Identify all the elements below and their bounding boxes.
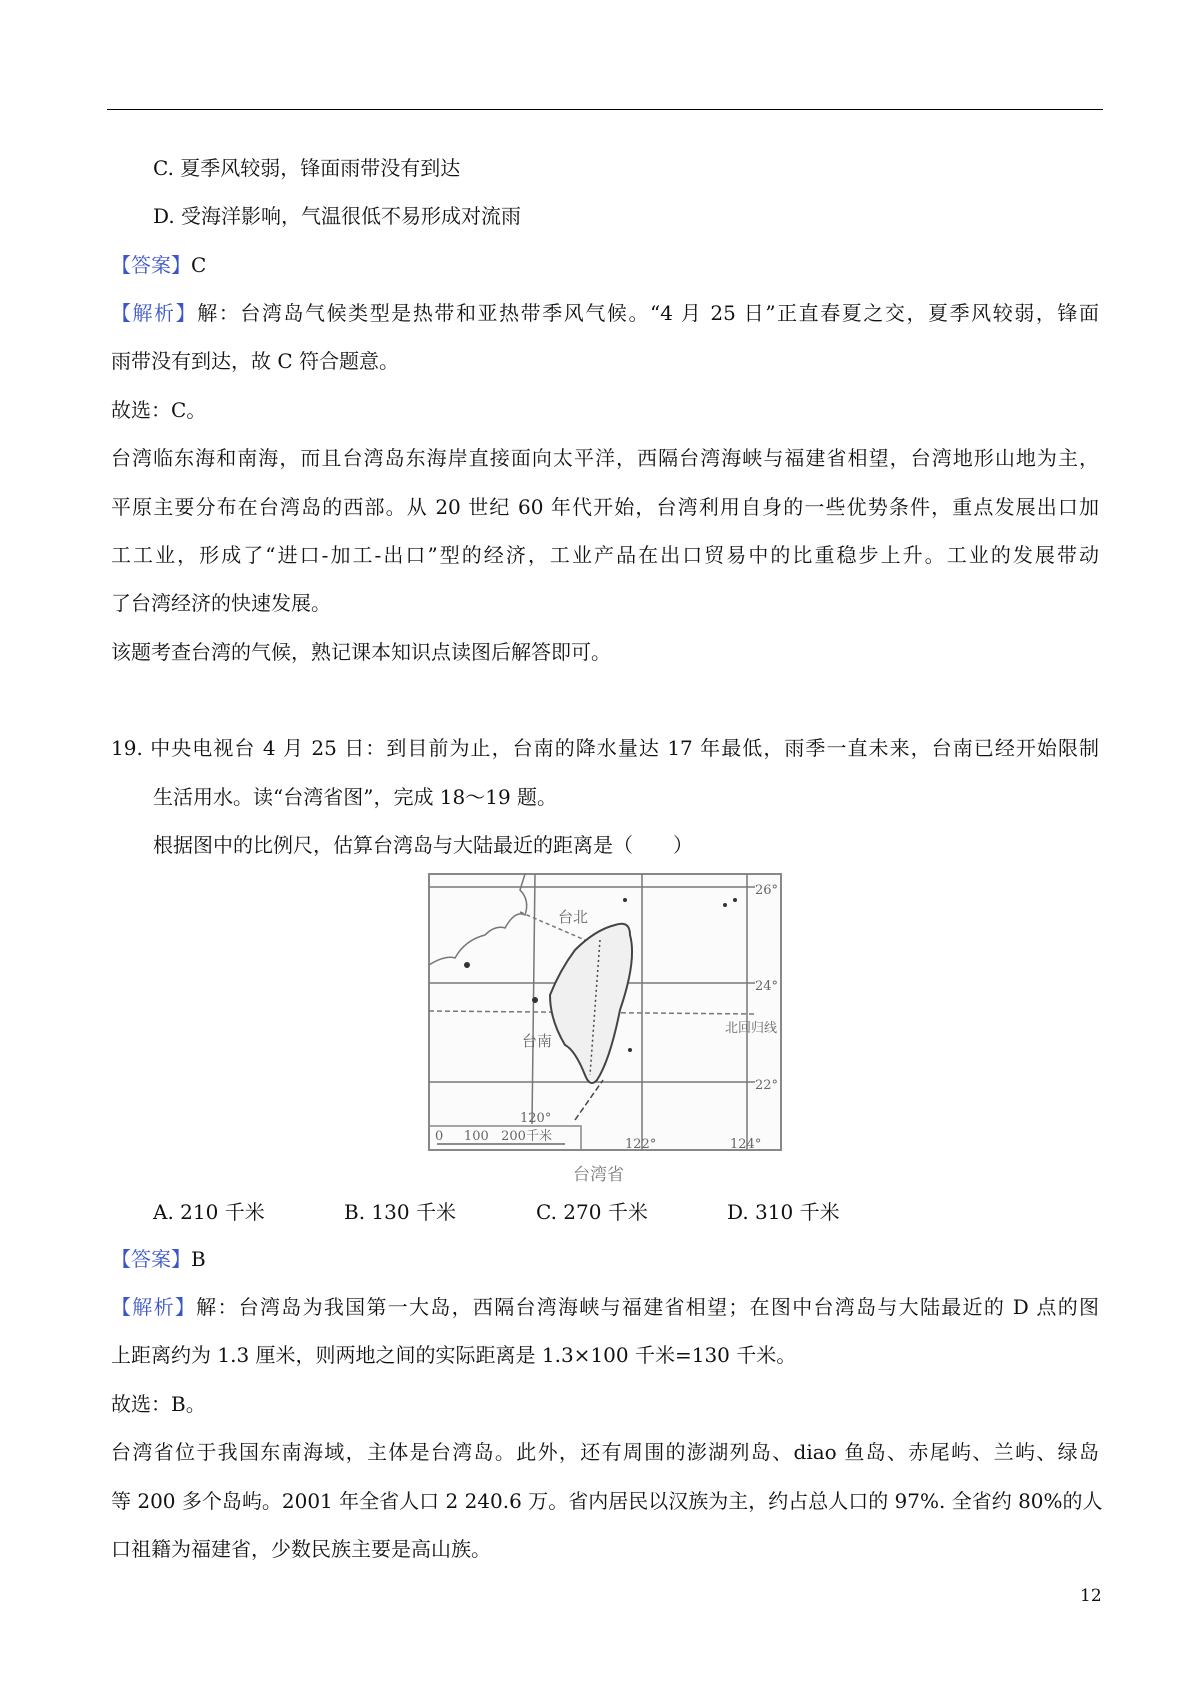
label-tainan: 台南	[522, 1032, 553, 1050]
lon-120: 120°	[520, 1111, 552, 1126]
note-2: 平原主要分布在台湾岛的西部。从 20 世纪 60 年代开始，台湾利用自身的一些优势条件，重点发展出口加	[111, 495, 1099, 519]
analysis-tag: 【解析】	[111, 301, 198, 325]
lat-26: 26°	[755, 883, 779, 898]
page-number: 12	[1080, 1586, 1102, 1606]
note-1: 台湾临东海和南海，而且台湾岛东海岸直接面向太平洋，西隔台湾海峡与福建省相望，台湾地形山地为主，	[111, 446, 1099, 470]
note-19-1: 台湾省位于我国东南海域，主体是台湾岛。此外，还有周围的澎湖列岛、diao 鱼岛、赤尾屿、兰屿、绿岛	[111, 1440, 1099, 1464]
map-caption: 台湾省	[573, 1165, 624, 1185]
choice: 故选：C。	[111, 398, 207, 422]
choice-19: 故选：B。	[111, 1392, 206, 1416]
analysis-text-2: 上距离约为 1.3 厘米，则两地之间的实际距离是 1.3×100 千米=130 千米。	[111, 1343, 797, 1367]
answer-value: C	[191, 253, 207, 277]
note-5: 该题考查台湾的气候，熟记课本知识点读图后解答即可。	[111, 640, 611, 664]
option-a: A. 210 千米	[153, 1200, 265, 1224]
option-d-19: D. 310 千米	[727, 1200, 840, 1224]
question-stem-2: 生活用水。读“台湾省图”，完成 18～19 题。	[153, 785, 558, 809]
note-19-3: 口祖籍为福建省，少数民族主要是高山族。	[111, 1537, 491, 1561]
note-19-2: 等 200 多个岛屿。2001 年全省人口 2 240.6 万。省内居民以汉族为主，约占总人口的 97%. 全省约 80%的人	[111, 1489, 1103, 1513]
answer-tag: 【答案】	[111, 1247, 191, 1271]
question-stem: 19. 中央电视台 4 月 25 日：到目前为止，台南的降水量达 17 年最低，雨季一直未来，台南已经开始限制	[111, 736, 1099, 760]
analysis-text-2: 雨带没有到达，故 C 符合题意。	[111, 349, 400, 373]
map-scale: 0 100 200千米	[435, 1129, 552, 1144]
answer-line	[111, 251, 206, 279]
analysis-line-19	[111, 1293, 1099, 1321]
analysis-tag: 【解析】	[111, 1295, 197, 1319]
lat-24: 24°	[755, 979, 779, 994]
answer-tag: 【答案】	[111, 253, 191, 277]
analysis-text: 解：台湾岛气候类型是热带和亚热带季风气候。“4 月 25 日”正直春夏之交，夏季风较弱，锋面	[197, 301, 1099, 325]
lon-122: 122°	[625, 1137, 657, 1152]
option-d: D. 受海洋影响，气温很低不易形成对流雨	[153, 204, 522, 228]
taiwan-map	[425, 870, 785, 1156]
note-3: 工工业，形成了“进口-加工-出口”型的经济，工业产品在出口贸易中的比重稳步上升。工业的发展带动	[111, 543, 1099, 567]
analysis-line	[111, 299, 1099, 327]
label-tropic: 北回归线	[725, 1021, 778, 1036]
header-rule	[107, 109, 1103, 110]
option-c: C. 夏季风较弱，锋面雨带没有到达	[153, 156, 461, 180]
lat-22: 22°	[755, 1078, 779, 1093]
option-c-19: C. 270 千米	[536, 1200, 648, 1224]
lon-124: 124°	[730, 1137, 762, 1152]
option-b: B. 130 千米	[344, 1200, 456, 1224]
note-4: 了台湾经济的快速发展。	[111, 591, 331, 615]
label-taibei: 台北	[558, 908, 589, 926]
answer-value: B	[191, 1247, 206, 1271]
answer-line-19	[111, 1245, 206, 1273]
analysis-text: 解：台湾岛为我国第一大岛，西隔台湾海峡与福建省相望；在图中台湾岛与大陆最近的 D 点的图	[196, 1295, 1100, 1319]
question-text: 根据图中的比例尺，估算台湾岛与大陆最近的距离是（ ）	[153, 833, 693, 857]
